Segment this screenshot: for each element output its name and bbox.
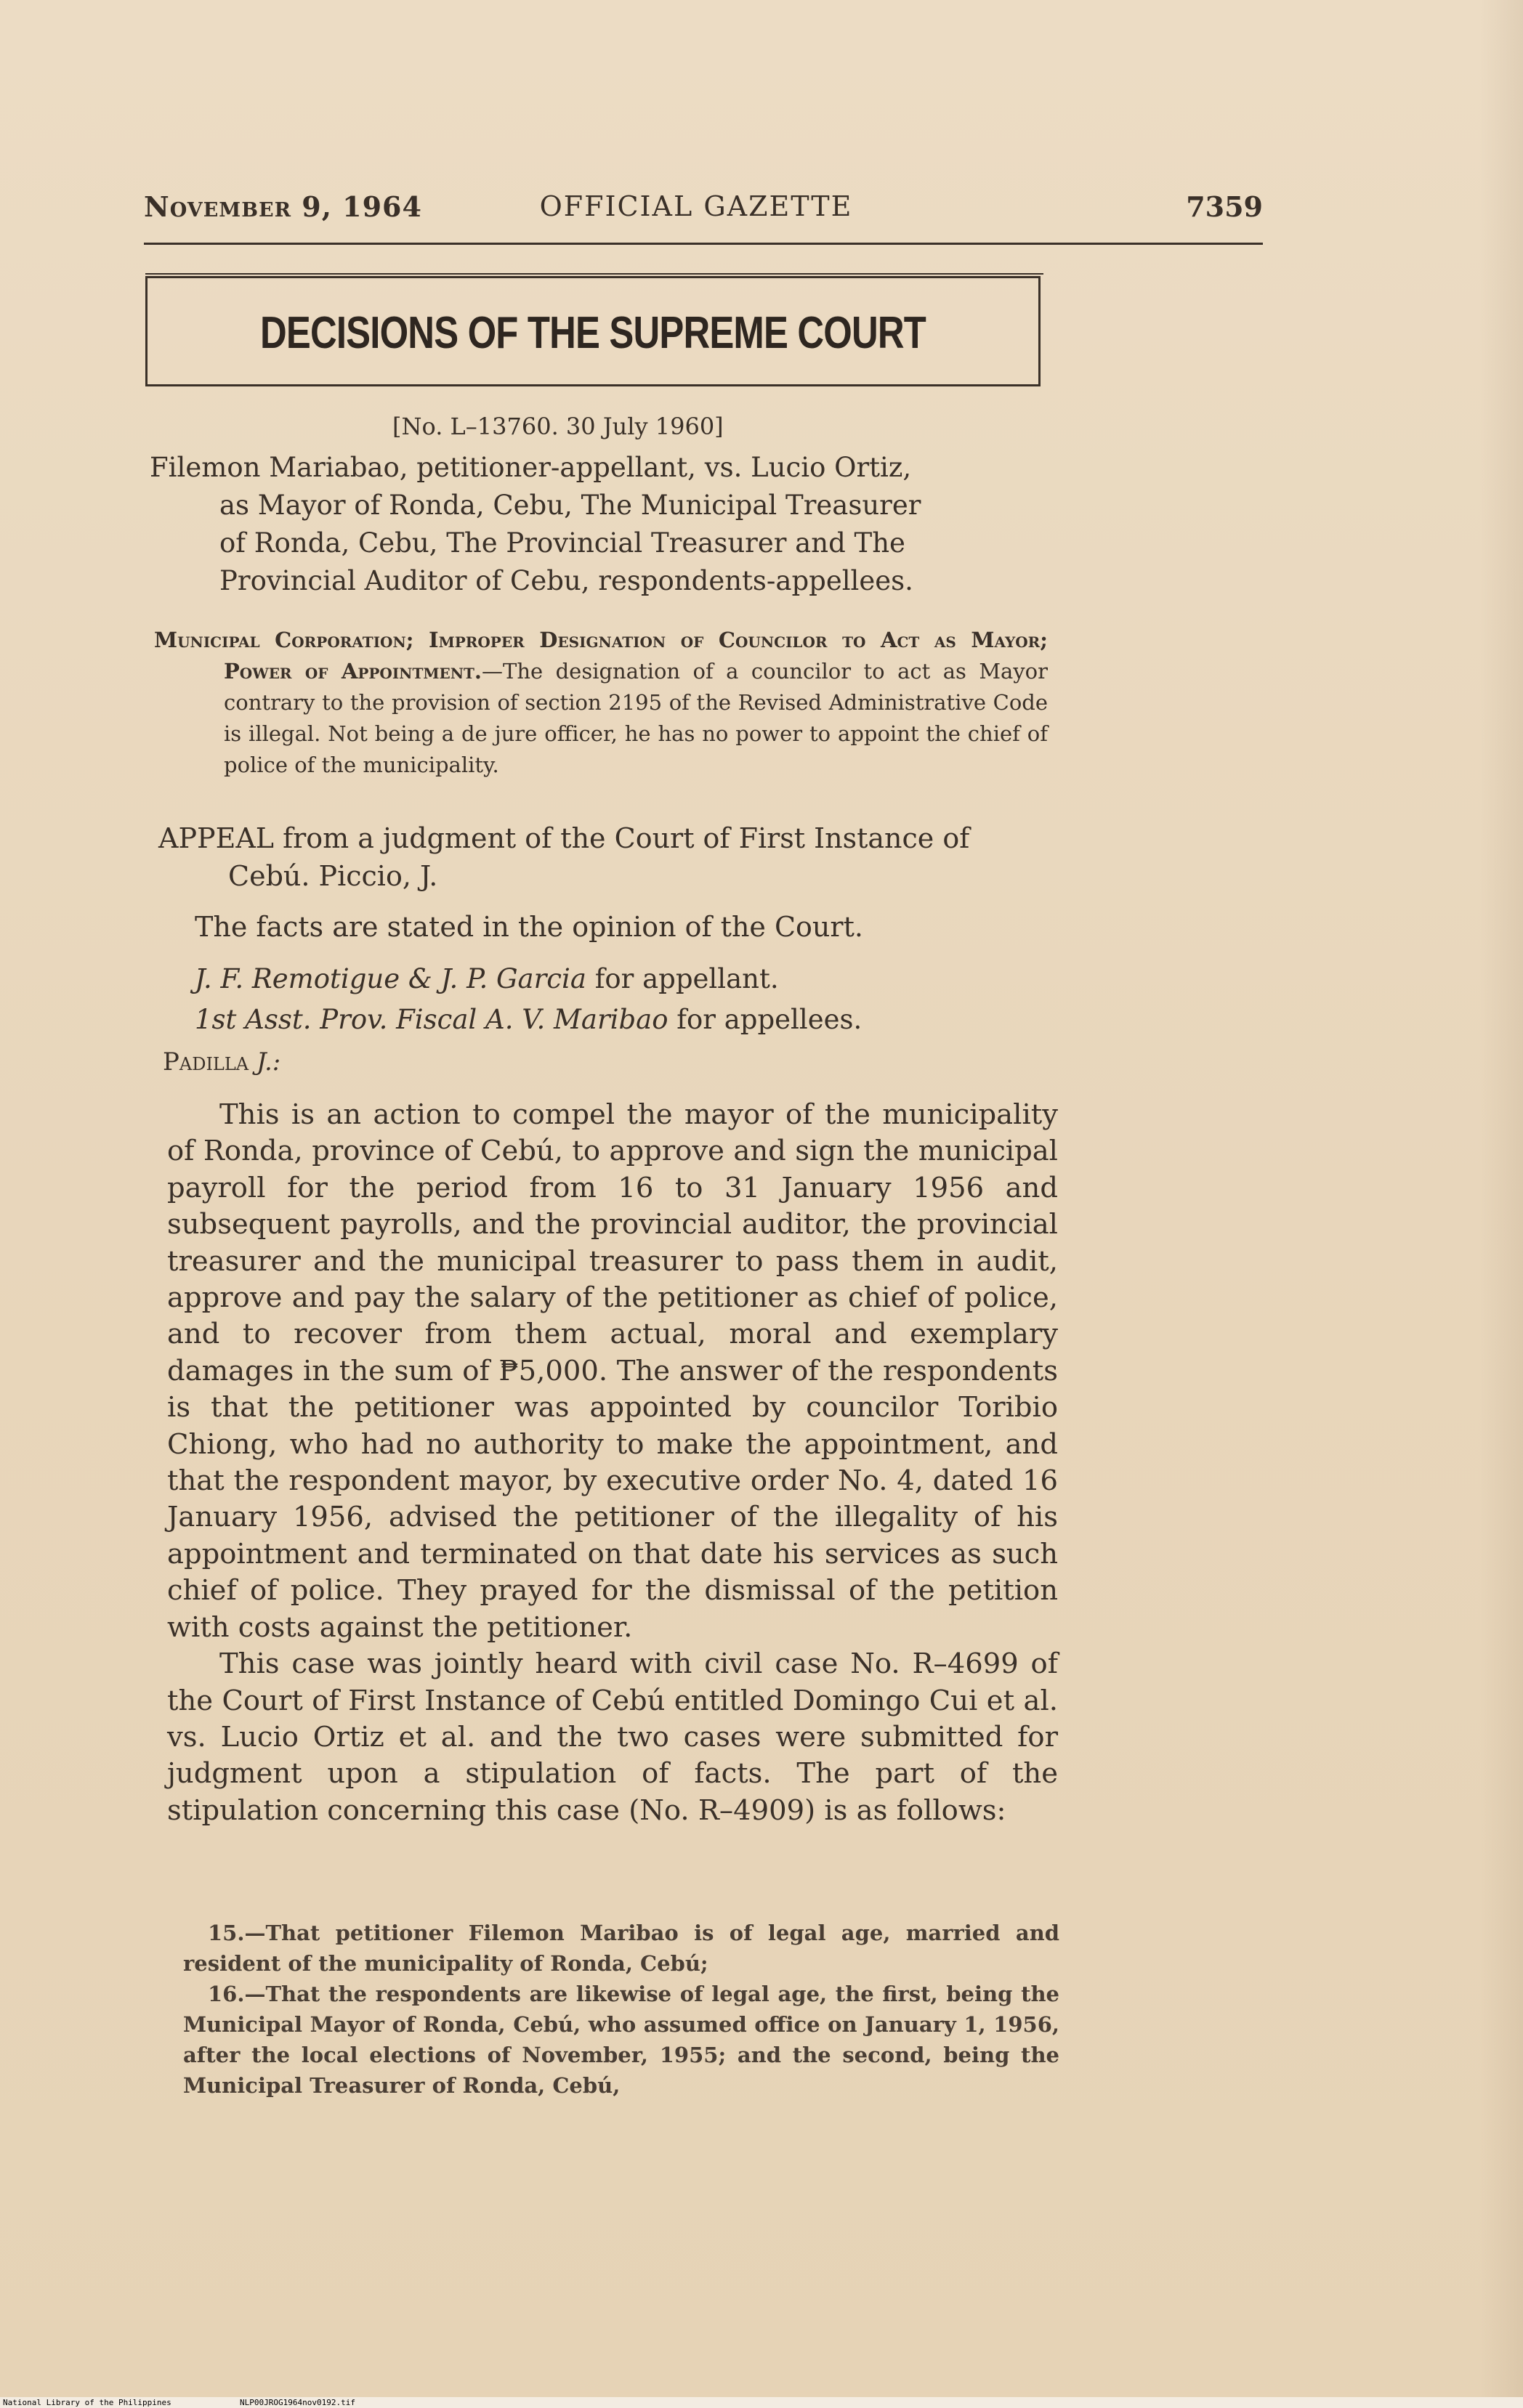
counsel-appellant (195, 959, 1067, 1000)
section-box-topline (145, 273, 1043, 275)
section-box (145, 276, 1041, 386)
facts-line: The facts are stated in the opinion of the Court. (195, 911, 863, 943)
appellee-counsel-names: 1st Asst. Prov. Fiscal A. V. Maribao (195, 1004, 668, 1035)
parties-line-4: Provincial Auditor of Cebu, respondents-appellees. (219, 565, 913, 596)
opinion-paragraph-1: This is an action to compel the mayor of the municipality of Ronda, province of Cebú, to approve and sign the municipal payroll for the period from 16 to 31 January 1956 and subsequent payrolls, and the provincial auditor, the provincial treasurer and the municipal treasurer to pass them in audit, approve and pay the salary of the petitioner as chief of police, and to recover from them actual, moral and exemplary damages in the sum of ₱5,000. The answer of the respondents is that the petitioner was appointed by councilor Toribio Chiong, who had no authority to make the appointment, and that the respondent mayor, by executive order No. 4, dated 16 January 1956, advised the petitioner of the illegality of his appointment and terminated on that date his services as such chief of police. They prayed for the dismissal of the petition with costs against the petitioner. (167, 1098, 1058, 1644)
running-header (144, 190, 1263, 234)
syllabus-paragraph (154, 625, 1048, 781)
syllabus-text: —The designation of a councilor to act as Mayor contrary to the provision of section 2195 of the Revised Administrative Code is illegal. Not being a de jure officer, he has no power to appoint the chief of police of the municipality. (224, 659, 1049, 777)
stipulation-block (183, 1918, 1059, 2101)
appeal-text: APPEAL from a judgment of the Court of First Instance of Cebú. Piccio, J. (158, 822, 970, 892)
header-rule (144, 243, 1263, 245)
stipulation-item-15: 15.—That petitioner Filemon Maribao is of legal age, married and resident of the municipality of Ronda, Cebú; (183, 1921, 1059, 1976)
header-publication: OFFICIAL GAZETTE (539, 190, 853, 222)
opinion-paragraph-2: This case was jointly heard with civil case No. R–4699 of the Court of First Instance of Cebú entitled Domingo Cui et al. vs. Lucio Ortiz et al. and the two cases were submitted for judgment upon a stipulation of facts. The part of the stipulation concerning this case (No. R–4909) is as follows: (167, 1647, 1058, 1827)
appellant-counsel-names: J. F. Remotigue & J. P. Garcia (195, 963, 586, 994)
syllabus (154, 625, 1048, 781)
appellee-role: for appellees. (676, 1004, 863, 1035)
footer-library: National Library of the Philippines (3, 2398, 171, 2407)
stipulation-item-16: 16.—That the respondents are likewise of legal age, the first, being the Municipal Mayor of Ronda, Cebú, who assumed office on January 1, 1956, after the local elections of November, 1955; and the second, being the Municipal Treasurer of Ronda, Cebú, (183, 1982, 1059, 2098)
judge-name: Padilla (163, 1047, 249, 1077)
opinion-body (167, 1097, 1058, 1829)
counsel-appellee (195, 1000, 1067, 1040)
judge-suffix: J.: (256, 1047, 281, 1077)
header-date: November 9, 1964 (144, 190, 422, 223)
case-number: [No. L–13760. 30 July 1960] (392, 413, 724, 440)
parties-line-2: as Mayor of Ronda, Cebu, The Municipal Treasurer (219, 490, 921, 521)
header-page-number: 7359 (1186, 190, 1263, 223)
syllabus-heading: Municipal Corporation; Improper Designation of Councilor to Act as Mayor; Power of Appointment. (154, 628, 1048, 684)
section-title: DECISIONS OF THE SUPREME COURT (259, 308, 926, 358)
appellant-role: for appellant. (594, 963, 779, 994)
parties-line-1: Filemon Mariabao, petitioner-appellant, vs. Lucio Ortiz, (150, 452, 912, 483)
parties-line-3: of Ronda, Cebu, The Provincial Treasurer and The (219, 527, 905, 559)
page-edge-shadow (1479, 0, 1523, 2408)
counsel-block (195, 959, 1067, 1040)
case-parties (150, 449, 1051, 600)
footer-file-id: NLP00JROG1964nov0192.tif (240, 2398, 355, 2407)
ponente (163, 1047, 280, 1077)
appeal-line (158, 819, 1052, 895)
scan-footer (0, 2397, 1523, 2408)
